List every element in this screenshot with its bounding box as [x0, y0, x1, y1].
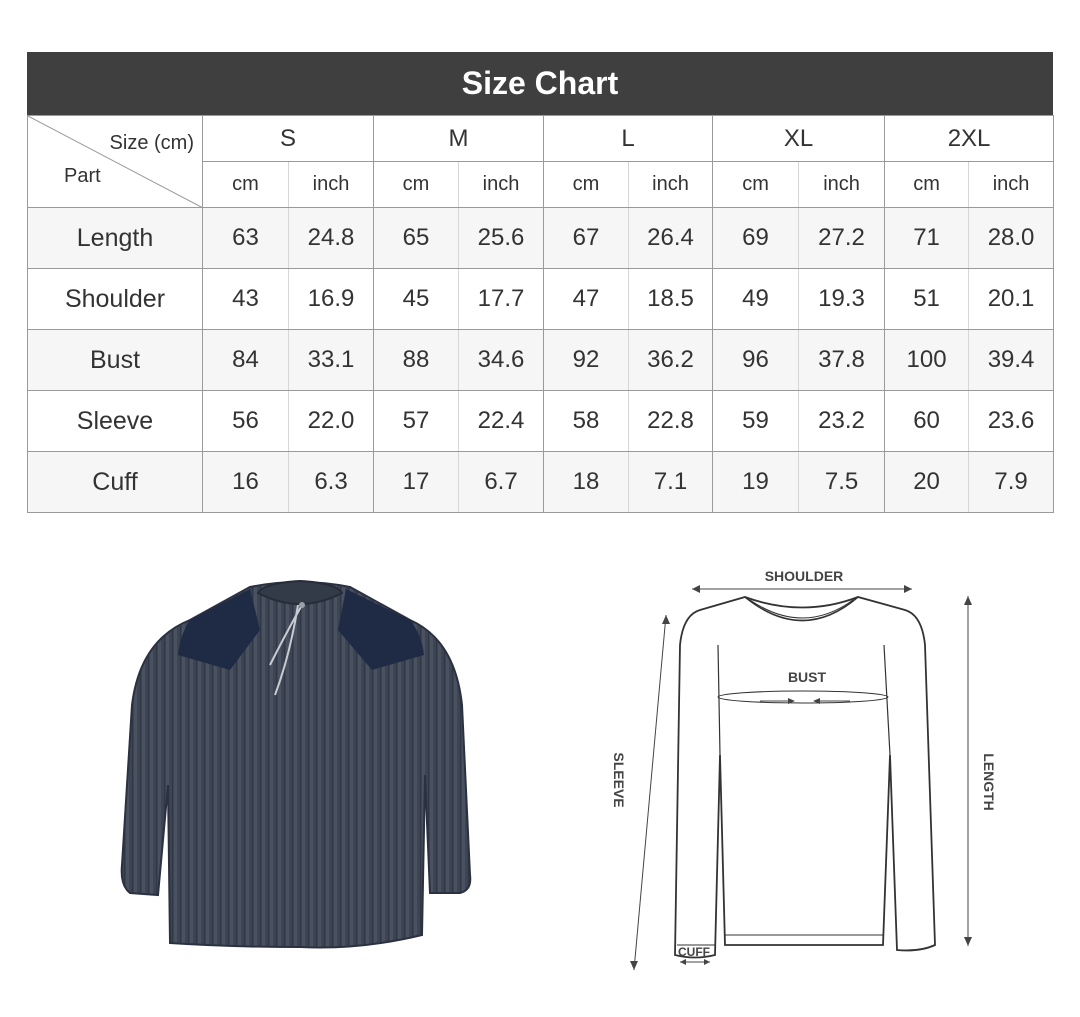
- value-cell: 7.5: [799, 452, 885, 513]
- value-cell: 28.0: [969, 208, 1054, 269]
- value-cell: 16.9: [289, 269, 374, 330]
- value-cell: 20: [885, 452, 969, 513]
- value-cell: 24.8: [289, 208, 374, 269]
- part-name-cell: Length: [28, 208, 203, 269]
- unit-header: inch: [459, 162, 544, 208]
- value-cell: 33.1: [289, 330, 374, 391]
- value-cell: 22.0: [289, 391, 374, 452]
- value-cell: 6.3: [289, 452, 374, 513]
- size-header-l: L: [544, 116, 713, 162]
- cuff-label: CUFF: [678, 945, 710, 959]
- unit-header: cm: [374, 162, 459, 208]
- unit-header: cm: [713, 162, 799, 208]
- table-row: [28, 452, 1054, 513]
- part-name-cell: Cuff: [28, 452, 203, 513]
- table-row: [28, 208, 1054, 269]
- length-label: LENGTH: [981, 753, 997, 811]
- value-cell: 88: [374, 330, 459, 391]
- unit-header: cm: [544, 162, 629, 208]
- value-cell: 7.9: [969, 452, 1054, 513]
- value-cell: 23.6: [969, 391, 1054, 452]
- value-cell: 84: [203, 330, 289, 391]
- size-table: [27, 115, 1054, 513]
- value-cell: 43: [203, 269, 289, 330]
- sleeve-label: SLEEVE: [611, 752, 627, 808]
- corner-size-label: Size (cm): [109, 132, 194, 154]
- corner-part-label: Part: [64, 165, 101, 187]
- unit-header: cm: [885, 162, 969, 208]
- value-cell: 57: [374, 391, 459, 452]
- value-cell: 69: [713, 208, 799, 269]
- part-name-cell: Bust: [28, 330, 203, 391]
- value-cell: 18: [544, 452, 629, 513]
- value-cell: 26.4: [629, 208, 713, 269]
- table-row: [28, 269, 1054, 330]
- value-cell: 67: [544, 208, 629, 269]
- value-cell: 45: [374, 269, 459, 330]
- value-cell: 23.2: [799, 391, 885, 452]
- value-cell: 100: [885, 330, 969, 391]
- unit-header: inch: [629, 162, 713, 208]
- corner-diagonal: [28, 116, 203, 208]
- value-cell: 39.4: [969, 330, 1054, 391]
- table-row: [28, 391, 1054, 452]
- part-name-cell: Sleeve: [28, 391, 203, 452]
- value-cell: 27.2: [799, 208, 885, 269]
- value-cell: 25.6: [459, 208, 544, 269]
- value-cell: 92: [544, 330, 629, 391]
- value-cell: 18.5: [629, 269, 713, 330]
- size-header-m: M: [374, 116, 544, 162]
- value-cell: 6.7: [459, 452, 544, 513]
- value-cell: 19: [713, 452, 799, 513]
- value-cell: 19.3: [799, 269, 885, 330]
- value-cell: 22.8: [629, 391, 713, 452]
- value-cell: 47: [544, 269, 629, 330]
- bust-label: BUST: [787, 669, 827, 685]
- value-cell: 49: [713, 269, 799, 330]
- size-chart: [27, 52, 1053, 513]
- chart-title: Size Chart: [27, 52, 1053, 115]
- measurement-diagram: [600, 560, 1020, 980]
- table-corner-cell: [28, 116, 203, 208]
- value-cell: 65: [374, 208, 459, 269]
- value-cell: 63: [203, 208, 289, 269]
- table-row: [28, 330, 1054, 391]
- value-cell: 59: [713, 391, 799, 452]
- value-cell: 56: [203, 391, 289, 452]
- value-cell: 20.1: [969, 269, 1054, 330]
- value-cell: 17.7: [459, 269, 544, 330]
- value-cell: 58: [544, 391, 629, 452]
- value-cell: 34.6: [459, 330, 544, 391]
- unit-header: inch: [799, 162, 885, 208]
- value-cell: 96: [713, 330, 799, 391]
- unit-header: cm: [203, 162, 289, 208]
- size-header-2xl: 2XL: [885, 116, 1054, 162]
- value-cell: 37.8: [799, 330, 885, 391]
- part-name-cell: Shoulder: [28, 269, 203, 330]
- sleeve-measure-line: [634, 615, 666, 970]
- unit-header: inch: [289, 162, 374, 208]
- garment-outline: [675, 597, 935, 958]
- size-header-xl: XL: [713, 116, 885, 162]
- value-cell: 7.1: [629, 452, 713, 513]
- value-cell: 60: [885, 391, 969, 452]
- value-cell: 22.4: [459, 391, 544, 452]
- value-cell: 17: [374, 452, 459, 513]
- value-cell: 36.2: [629, 330, 713, 391]
- size-header-s: S: [203, 116, 374, 162]
- value-cell: 71: [885, 208, 969, 269]
- value-cell: 51: [885, 269, 969, 330]
- shoulder-label: SHOULDER: [764, 568, 844, 584]
- sweater-photo: [110, 575, 490, 965]
- value-cell: 16: [203, 452, 289, 513]
- unit-header: inch: [969, 162, 1054, 208]
